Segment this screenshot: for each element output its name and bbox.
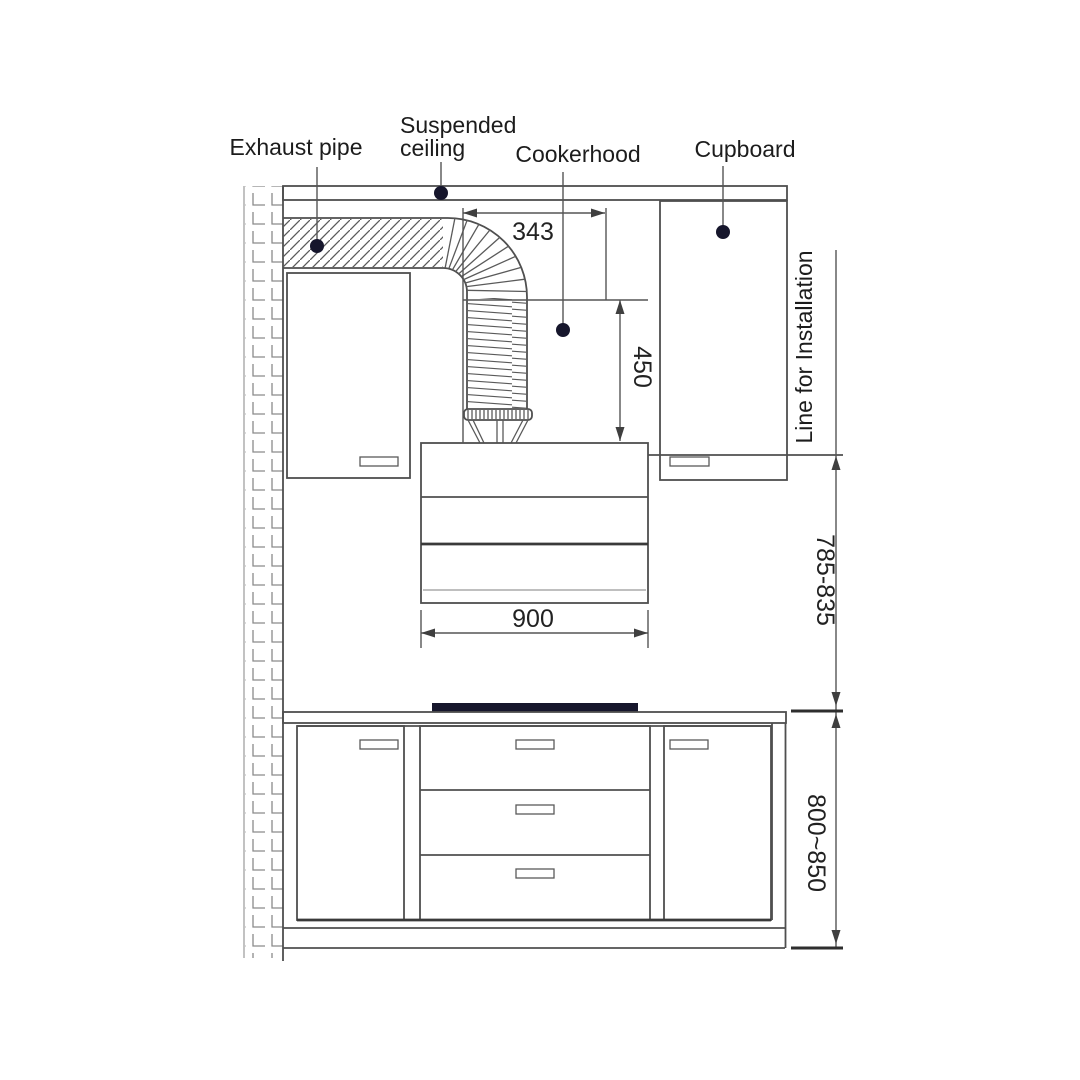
arrow-800-top [832, 714, 841, 728]
drawer-handle-1 [516, 740, 554, 749]
base-door-right [664, 726, 771, 920]
cupboard-right-handle [670, 457, 709, 466]
cupboard-left-handle [360, 457, 398, 466]
line-for-installation-label: Line for Installation [791, 250, 817, 444]
base-cabinet [283, 703, 786, 948]
duct-collar [464, 409, 532, 420]
duct-inner-boundary [283, 268, 467, 292]
arrow-right [591, 209, 605, 218]
suspended-ceiling-label-line2: ceiling [400, 135, 466, 161]
dimension-900 [421, 605, 648, 648]
base-door-right-handle [670, 740, 708, 749]
arrow-down [616, 427, 625, 441]
cookerhood-label: Cookerhood [515, 141, 641, 167]
cupboard-label: Cupboard [694, 136, 796, 162]
cupboard-dot [716, 225, 730, 239]
duct-mount-legs [468, 420, 528, 443]
dim-800-850-value: 800~850 [802, 793, 830, 893]
hob-cooktop [432, 703, 638, 712]
suspended-ceiling-label-line1: Suspended [400, 112, 517, 138]
suspended-ceiling-dot [434, 186, 448, 200]
brick-wall-pattern [246, 186, 284, 958]
base-door-left-handle [360, 740, 398, 749]
duct-horizontal-hatch [283, 219, 443, 267]
suspended-ceiling-band [283, 186, 787, 200]
cookerhood-body [421, 443, 648, 603]
drawer-bank [420, 726, 650, 920]
right-dimension-stack [791, 250, 843, 948]
drawer-handle-2 [516, 805, 554, 814]
countertop [283, 712, 786, 723]
duct-vertical-corrugation [468, 298, 526, 408]
exhaust-pipe-label: Exhaust pipe [229, 134, 363, 160]
dim-900-value: 900 [512, 605, 554, 633]
exhaust-pipe-dot [310, 239, 324, 253]
dim-343-value: 343 [512, 218, 554, 246]
arrow-785-bottom [832, 692, 841, 706]
drawer-handle-3 [516, 869, 554, 878]
dim-785-835-value: 785-835 [811, 534, 839, 626]
brick-wall [244, 186, 283, 961]
arrow-up [616, 300, 625, 314]
dim-450-value: 450 [628, 346, 656, 388]
arrow-800-bottom [832, 930, 841, 944]
arrow-right [634, 629, 648, 638]
duct-collar-ribs [468, 410, 528, 419]
arrow-left [463, 209, 477, 218]
cupboard-right [660, 201, 787, 480]
arrow-left [421, 629, 435, 638]
cupboard-left [287, 273, 410, 478]
base-door-left [297, 726, 404, 920]
arrow-785-top [832, 456, 841, 470]
cookerhood-dot [556, 323, 570, 337]
